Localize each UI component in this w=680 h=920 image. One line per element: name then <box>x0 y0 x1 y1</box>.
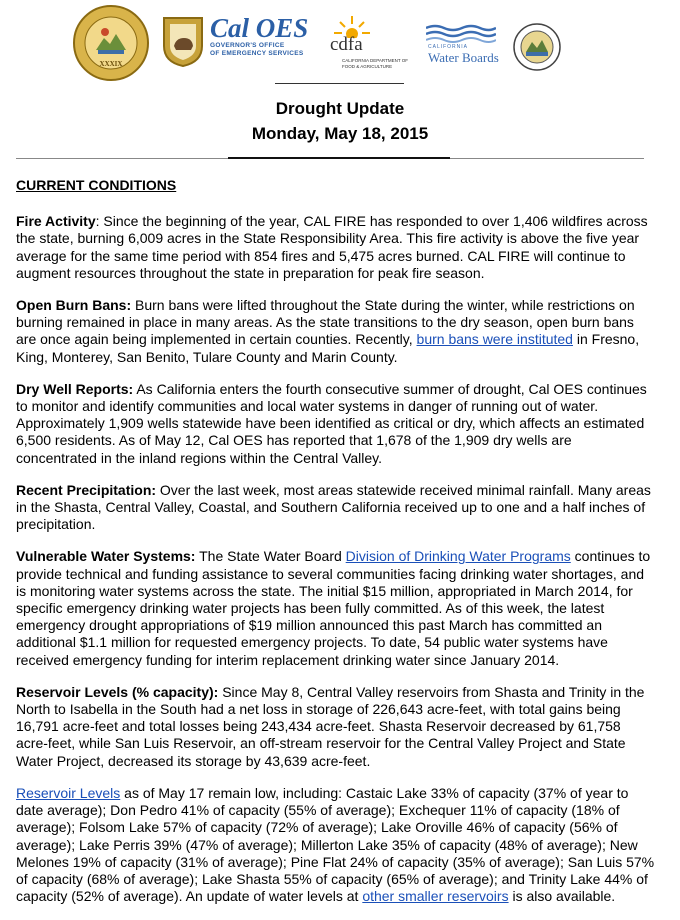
dry-well-paragraph <box>16 381 656 467</box>
reservoir-levels-text-2: is also available. <box>508 888 616 905</box>
state-seal-logo <box>512 22 562 72</box>
document-body <box>16 177 656 920</box>
water-systems-text-1: The State Water Board <box>195 548 346 565</box>
burn-bans-paragraph <box>16 297 656 366</box>
drinking-water-link[interactable]: Division of Drinking Water Programs <box>345 548 571 565</box>
logo-divider <box>275 83 404 84</box>
caloes-shield-logo <box>162 16 204 68</box>
caloes-line2: OF EMERGENCY SERVICES <box>210 50 304 57</box>
water-boards-name: Water Boards <box>428 50 499 65</box>
dry-well-label: Dry Well Reports: <box>16 380 134 397</box>
seal-numeral: XXXIX <box>99 60 123 68</box>
fire-activity-label: Fire Activity <box>16 213 96 230</box>
dry-well-text: As California enters the fourth consecutive summer of drought, Cal OES continues to monitor and identify communities and local water systems in danger of running out of water. Approximately 1,909 wells statewide have been identified as critical or dry, which affects an estimated 6,500 residents. As of May 12, Cal OES has reported that 1,678 of the 1,909 dry wells are concentrated in the inland regions within the Central Valley. <box>16 380 647 466</box>
precipitation-paragraph <box>16 482 656 534</box>
caloes-logo <box>210 14 310 58</box>
cdfa-name: cdfa <box>330 34 363 55</box>
cdfa-logo <box>318 14 414 72</box>
reservoir-text: Since May 8, Central Valley reservoirs from Shasta and Trinity in the North to Isabella in the South had a net loss in storage of 226,643 acre-feet, with total gains being 16,791 acre-feet and total losses being 243,434 acre-feet. Shasta Reservoir decreased by 61,758 acre-feet, while San Luis Reservoir, an off-stream reservoir for the Central Valley Project and State Water Project, decreased its storage by 43,639 acre-feet. <box>16 683 645 769</box>
title-block <box>0 96 680 146</box>
precipitation-text: Over the last week, most areas statewide received minimal rainfall. Many areas in the Shasta, Central Valley, Coastal, and Southern California received up to one and a half inches of precipitation. <box>16 481 651 533</box>
reservoir-levels-paragraph <box>16 785 656 905</box>
logo-bar <box>0 0 680 80</box>
caloes-line1: GOVERNOR'S OFFICE <box>210 42 285 49</box>
fire-activity-paragraph <box>16 213 656 282</box>
reservoir-label: Reservoir Levels (% capacity): <box>16 683 219 700</box>
cdfa-line2: FOOD & AGRICULTURE <box>342 64 393 69</box>
burn-bans-text-2: in Fresno, King, Monterey, San Benito, Tulare County and Marin County. <box>16 331 640 365</box>
governor-seal-logo <box>72 4 150 82</box>
reservoir-paragraph <box>16 684 656 770</box>
fire-activity-text: : Since the beginning of the year, CAL FIRE has responded to over 1,406 wildfires across the state, burning 6,009 acres in the State Responsibility Area. This fire activity is above the five year average for the same time period with 854 fires and 5,475 acres burned. CAL FIRE will continue to augment resources throughout the state in preparation for peak fire season. <box>16 213 648 281</box>
cdfa-line1: CALIFORNIA DEPARTMENT OF <box>342 58 409 63</box>
caloes-name: Cal OES <box>210 13 309 43</box>
title-divider-accent <box>228 157 450 159</box>
water-systems-paragraph <box>16 548 656 668</box>
reservoir-levels-link[interactable]: Reservoir Levels <box>16 784 121 801</box>
page-date: Monday, May 18, 2015 <box>251 124 429 143</box>
reservoir-levels-text-1: as of May 17 remain low, including: Castaic Lake 33% of capacity (37% of year to date average); Don Pedro 41% of capacity (55% of average); Exchequer 11% of capacity (18% of average); Folsom Lake 57% of capacity (72% of average); Lake Oroville 46% of capacity (56% of average); Lake Perris 39% (47% of average); Millerton Lake 35% of capacity (48% of average); New Melones 19% of capacity (31% of average); Pine Flat 24% of capacity (35% of average); San Luis 57% of capacity (68% of average); Lake Shasta 55% of capacity (65% of average); and Trinity Lake 44% of capacity (52% of average). An update of water levels at <box>16 784 655 905</box>
smaller-reservoirs-link[interactable]: other smaller reservoirs <box>362 888 509 905</box>
water-systems-text-2: continues to provide technical and funding assistance to several communities facing drinking water shortages, and is monitoring water systems across the state. The initial $15 million, appropriated in March 2014, for specific emergency drinking water projects has been fully committed. As of this week, the latest emergency drought appropriations of $19 million announced this past March has committed an additional $1.1 million for requested emergency projects. To date, 54 public water systems have received emergency funding for interim replacement drinking water since January 2014. <box>16 548 651 668</box>
page-title: Drought Update <box>275 99 405 118</box>
water-boards-top: CALIFORNIA <box>428 44 469 50</box>
precipitation-label: Recent Precipitation: <box>16 481 157 498</box>
water-boards-logo <box>424 24 500 70</box>
waves-icon <box>426 24 496 44</box>
burn-bans-label: Open Burn Bans: <box>16 297 132 314</box>
water-systems-label: Vulnerable Water Systems: <box>16 548 196 565</box>
burn-bans-text-1: Burn bans were lifted throughout the State during the winter, while restrictions on burning remained in place in many areas. As the state transitions to the dry season, open burn bans are once again being implemented in certain counties. Recently, <box>16 297 635 348</box>
section-heading: CURRENT CONDITIONS <box>16 177 177 193</box>
burn-bans-link[interactable]: burn bans were instituted <box>416 331 573 348</box>
